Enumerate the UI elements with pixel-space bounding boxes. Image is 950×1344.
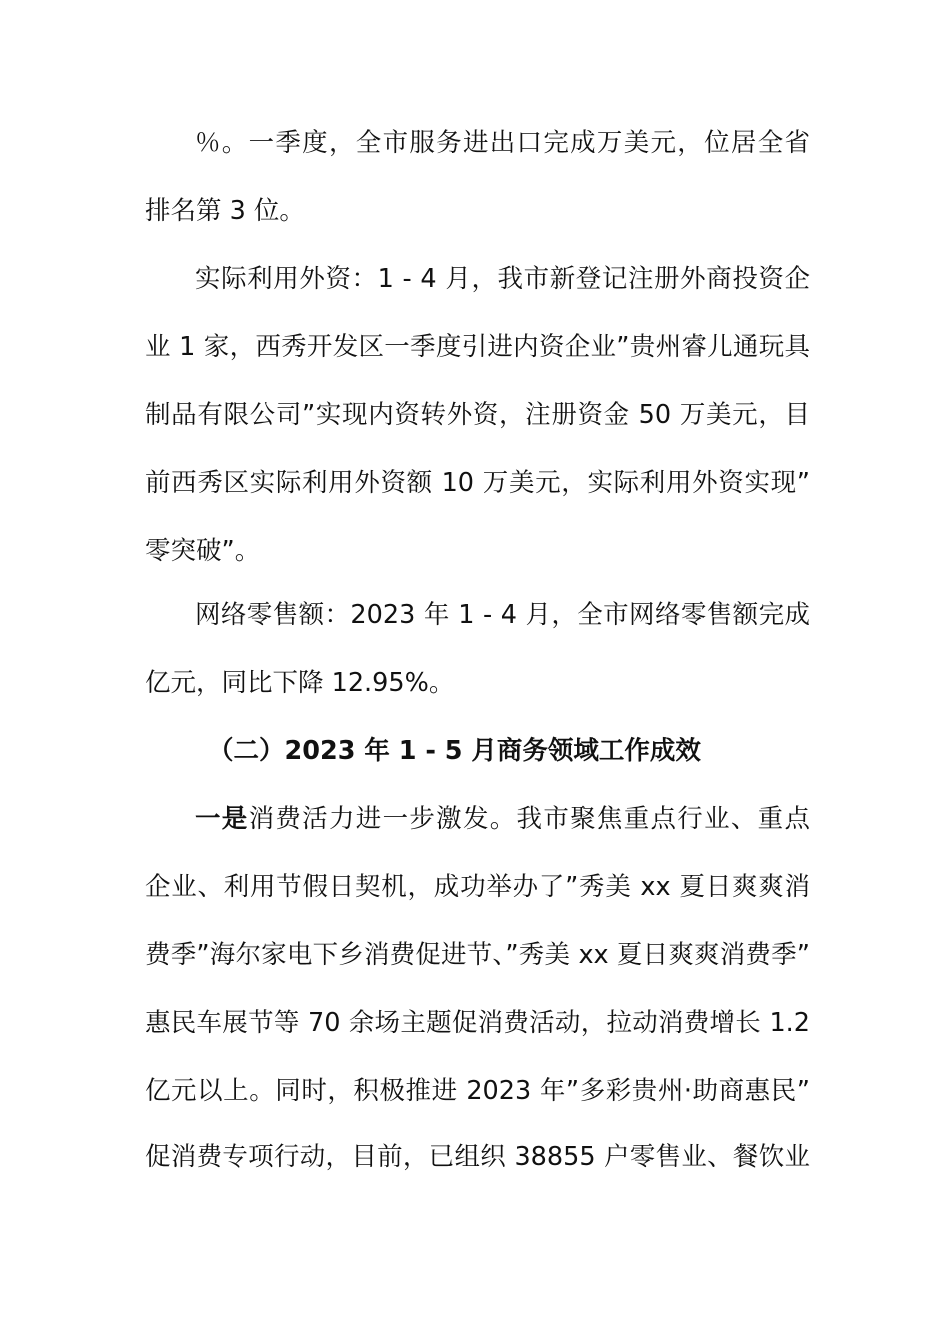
paragraph-line: ％。一季度，全市服务进出口完成万美元，位居全省 — [195, 128, 810, 158]
paragraph-line: 业 1 家，西秀开发区一季度引进内资企业”贵州睿儿通玩具 — [145, 332, 810, 362]
paragraph-line: 实际利用外资：1 - 4 月，我市新登记注册外商投资企 — [195, 264, 810, 294]
paragraph-line: 排名第 3 位。 — [145, 196, 305, 226]
paragraph-line: 零突破”。 — [145, 536, 261, 566]
paragraph-line: 费季”海尔家电下乡消费促进节、”秀美 xx 夏日爽爽消费季” — [145, 940, 810, 970]
paragraph-line: 亿元，同比下降 12.95%。 — [145, 668, 455, 698]
paragraph-line: 制品有限公司”实现内资转外资，注册资金 50 万美元，目 — [145, 400, 810, 430]
paragraph-text: 消费活力进一步激发。我市聚焦重点行业、重点 — [248, 804, 810, 834]
paragraph-line — [195, 802, 810, 836]
paragraph-line: 网络零售额：2023 年 1 - 4 月，全市网络零售额完成 — [195, 600, 810, 630]
section-heading: （二）2023 年 1 - 5 月商务领域工作成效 — [208, 736, 701, 766]
paragraph-line: 企业、利用节假日契机，成功举办了”秀美 xx 夏日爽爽消 — [145, 872, 810, 902]
paragraph-line: 惠民车展节等 70 余场主题促消费活动，拉动消费增长 1.2 — [145, 1008, 810, 1038]
paragraph-line: 前西秀区实际利用外资额 10 万美元，实际利用外资实现” — [145, 468, 810, 498]
paragraph-line: 亿元以上。同时，积极推进 2023 年”多彩贵州·助商惠民” — [145, 1076, 810, 1106]
paragraph-line: 促消费专项行动，目前，已组织 38855 户零售业、餐饮业 — [145, 1142, 810, 1172]
bold-lead-text: 一是 — [195, 804, 249, 834]
